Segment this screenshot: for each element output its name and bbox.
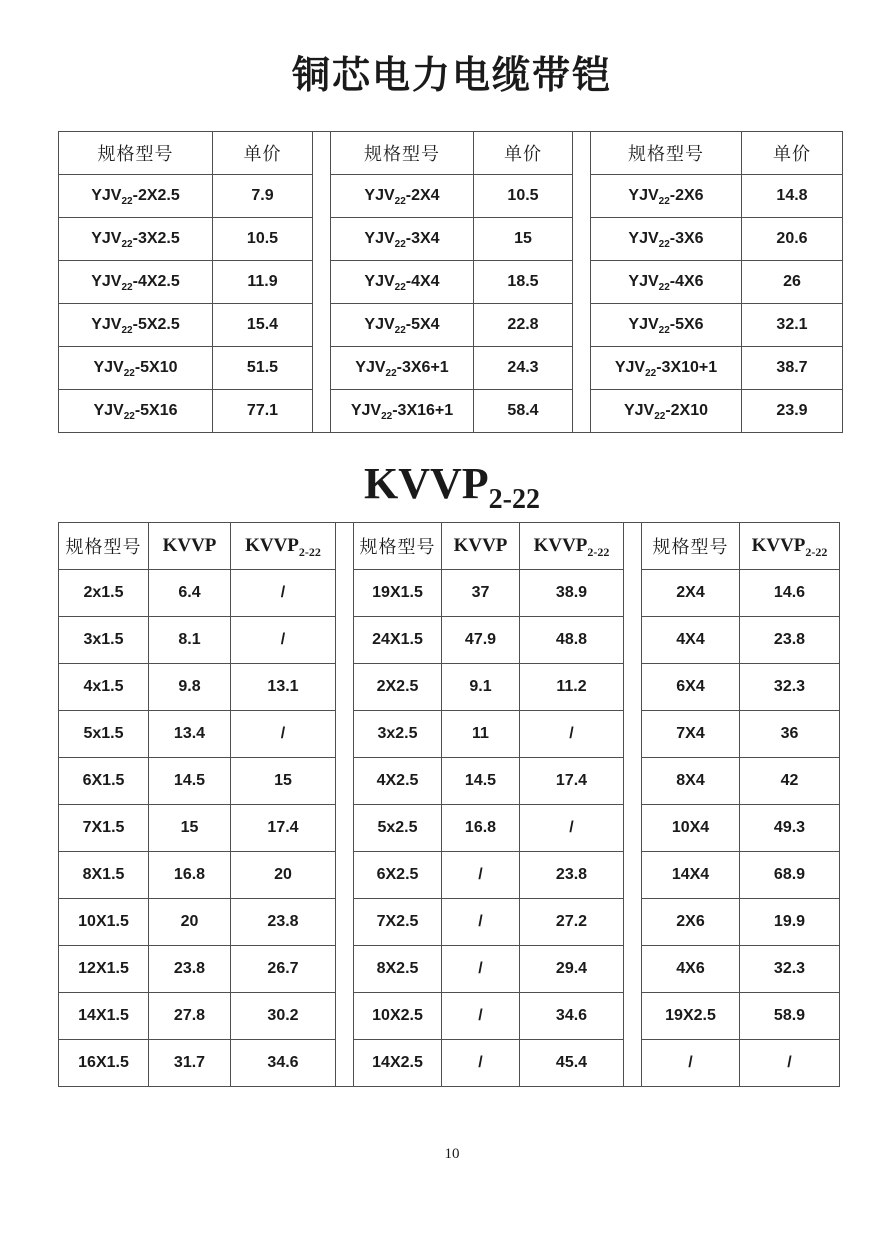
cell-text: 规格型号 [652, 537, 729, 557]
price-cell: 77.1 [213, 390, 313, 433]
price-cell: 34.6 [520, 993, 624, 1040]
cell-text: YJV [91, 230, 122, 247]
column-header [742, 132, 843, 175]
spec-cell: 6X4 [642, 664, 740, 711]
table-row [59, 1040, 336, 1087]
kvvp-title-main: KVVP [364, 459, 489, 508]
column-header [213, 132, 313, 175]
cell-subscript: 22 [645, 368, 657, 380]
cell-text: YJV [614, 359, 646, 376]
price-cell: 23.8 [231, 899, 336, 946]
table-row [331, 175, 573, 218]
armored-price-table-1 [58, 131, 313, 433]
price-cell: / [442, 946, 520, 993]
cell-subscript: 22 [394, 239, 406, 251]
table-row [591, 347, 843, 390]
price-cell: 23.8 [149, 946, 231, 993]
price-cell: 20.6 [742, 218, 843, 261]
cell-text: YJV [364, 187, 395, 204]
table-row [59, 570, 336, 617]
cell-subscript: 22 [394, 196, 406, 208]
spec-cell: 4X4 [642, 617, 740, 664]
header-row [331, 132, 573, 175]
price-cell: 14.5 [149, 758, 231, 805]
table-spacer [336, 522, 353, 1087]
column-header [331, 132, 474, 175]
price-cell: 22.8 [474, 304, 573, 347]
cell-text: -4X6 [669, 273, 704, 290]
spec-cell: / [642, 1040, 740, 1087]
price-cell: 15 [231, 758, 336, 805]
table-row [354, 899, 624, 946]
header-row [354, 523, 624, 570]
price-cell: 15 [149, 805, 231, 852]
price-cell: 13.1 [231, 664, 336, 711]
price-cell: 11 [442, 711, 520, 758]
table-row [59, 347, 313, 390]
price-cell: 37 [442, 570, 520, 617]
price-cell: 31.7 [149, 1040, 231, 1087]
table-row [59, 758, 336, 805]
cell-subscript: 2-22 [298, 544, 321, 559]
table-spacer [624, 522, 641, 1087]
price-cell: 45.4 [520, 1040, 624, 1087]
table-row [331, 218, 573, 261]
table-row [642, 570, 840, 617]
table-row [642, 664, 840, 711]
cell-text: 单价 [243, 144, 282, 164]
spec-cell: 3x1.5 [59, 617, 149, 664]
table-row [59, 218, 313, 261]
table-row [642, 617, 840, 664]
cell-subscript: 2-22 [805, 544, 828, 559]
table-row [642, 805, 840, 852]
cell-text: YJV [364, 273, 395, 290]
spec-cell [331, 304, 474, 347]
spec-cell [331, 175, 474, 218]
cell-subscript: 22 [123, 411, 135, 423]
spec-cell: 6X2.5 [354, 852, 442, 899]
price-cell: 49.3 [740, 805, 840, 852]
cell-text: -3X16+1 [392, 402, 454, 419]
cell-text: KVVP [453, 535, 508, 556]
column-header [474, 132, 573, 175]
page-number: 10 [444, 1146, 460, 1162]
cell-subscript: 22 [394, 325, 406, 337]
spec-cell: 4X6 [642, 946, 740, 993]
column-header [442, 523, 520, 570]
cell-text: -2X10 [665, 402, 709, 419]
cell-text: -2X2.5 [132, 187, 180, 204]
header-row [591, 132, 843, 175]
cell-subscript: 22 [658, 325, 670, 337]
price-cell: / [231, 711, 336, 758]
cell-subscript: 22 [123, 368, 135, 380]
cell-text: 规格型号 [359, 537, 436, 557]
spec-cell: 16X1.5 [59, 1040, 149, 1087]
price-cell: 58.9 [740, 993, 840, 1040]
price-cell: 32.3 [740, 664, 840, 711]
cell-text: YJV [93, 402, 124, 419]
table-row [591, 218, 843, 261]
cell-text: KVVP [245, 535, 299, 556]
price-cell: 27.2 [520, 899, 624, 946]
table-row [59, 899, 336, 946]
table-row [591, 261, 843, 304]
kvvp-price-table-3 [641, 522, 840, 1087]
cell-text: -2X4 [405, 187, 440, 204]
price-cell: 15.4 [213, 304, 313, 347]
price-cell: 51.5 [213, 347, 313, 390]
table-row [354, 570, 624, 617]
price-cell: 8.1 [149, 617, 231, 664]
price-cell: 47.9 [442, 617, 520, 664]
table-row [354, 711, 624, 758]
cell-text: YJV [628, 230, 659, 247]
column-header [59, 132, 213, 175]
kvvp-price-table-group [58, 522, 840, 1087]
spec-cell: 5x2.5 [354, 805, 442, 852]
spec-cell: 2x1.5 [59, 570, 149, 617]
cell-subscript: 22 [381, 411, 393, 423]
spec-cell: 10X4 [642, 805, 740, 852]
cell-text: 规格型号 [628, 144, 704, 164]
spec-cell [59, 304, 213, 347]
spec-cell [591, 390, 742, 433]
table-row [59, 664, 336, 711]
cell-text: -3X6 [669, 230, 704, 247]
cell-text: KVVP [162, 535, 217, 556]
cell-subscript: 2-22 [587, 544, 610, 559]
price-cell: 9.8 [149, 664, 231, 711]
table-row [354, 617, 624, 664]
spec-cell [591, 347, 742, 390]
table-spacer [573, 131, 590, 433]
price-cell: 7.9 [213, 175, 313, 218]
table-row [642, 993, 840, 1040]
armored-price-table-2 [330, 131, 573, 433]
price-cell: 11.2 [520, 664, 624, 711]
price-cell: 14.8 [742, 175, 843, 218]
column-header [354, 523, 442, 570]
table-row [59, 805, 336, 852]
price-cell: 19.9 [740, 899, 840, 946]
table-row [59, 946, 336, 993]
spec-cell: 19X2.5 [642, 993, 740, 1040]
cell-text: -3X4 [405, 230, 440, 247]
price-cell: 14.6 [740, 570, 840, 617]
cell-text: -2X6 [669, 187, 704, 204]
spec-cell: 4X2.5 [354, 758, 442, 805]
price-cell: 20 [149, 899, 231, 946]
cell-subscript: 22 [654, 411, 666, 423]
table-row [354, 664, 624, 711]
price-cell: 48.8 [520, 617, 624, 664]
price-cell: 17.4 [231, 805, 336, 852]
spec-cell [331, 261, 474, 304]
price-cell: 68.9 [740, 852, 840, 899]
cell-text: YJV [364, 230, 395, 247]
price-cell: 20 [231, 852, 336, 899]
price-cell: 16.8 [149, 852, 231, 899]
price-cell: 38.7 [742, 347, 843, 390]
table-row [331, 261, 573, 304]
cell-subscript: 22 [121, 325, 133, 337]
cell-subscript: 22 [121, 282, 133, 294]
cell-subscript: 22 [394, 282, 406, 294]
cell-text: YJV [628, 273, 659, 290]
spec-cell: 5x1.5 [59, 711, 149, 758]
table-row [591, 175, 843, 218]
spec-cell: 14X2.5 [354, 1040, 442, 1087]
cell-text: -5X6 [669, 316, 704, 333]
price-cell: 38.9 [520, 570, 624, 617]
table-row [331, 347, 573, 390]
table-row [59, 261, 313, 304]
table-row [59, 175, 313, 218]
table-row [59, 993, 336, 1040]
table-row [59, 617, 336, 664]
price-cell: 32.3 [740, 946, 840, 993]
cell-subscript: 22 [658, 196, 670, 208]
price-cell: 27.8 [149, 993, 231, 1040]
table-row [354, 805, 624, 852]
spec-cell: 8X1.5 [59, 852, 149, 899]
spec-cell: 8X4 [642, 758, 740, 805]
table-row [642, 758, 840, 805]
spec-cell: 10X1.5 [59, 899, 149, 946]
cell-text: -5X16 [134, 402, 178, 419]
price-cell: 10.5 [474, 175, 573, 218]
spec-cell: 2X2.5 [354, 664, 442, 711]
price-cell: 18.5 [474, 261, 573, 304]
cell-text: -3X2.5 [132, 230, 180, 247]
table-row [354, 758, 624, 805]
column-header [740, 523, 840, 570]
cell-text: 规格型号 [97, 144, 174, 164]
cell-text: YJV [364, 316, 395, 333]
price-cell: 13.4 [149, 711, 231, 758]
table-row [354, 1040, 624, 1087]
table-spacer [313, 131, 330, 433]
price-cell: 32.1 [742, 304, 843, 347]
price-cell: 23.9 [742, 390, 843, 433]
cell-text: 规格型号 [364, 144, 440, 164]
column-header [642, 523, 740, 570]
price-cell: 42 [740, 758, 840, 805]
price-cell: 11.9 [213, 261, 313, 304]
price-cell: / [520, 711, 624, 758]
spec-cell [59, 390, 213, 433]
table-row [354, 946, 624, 993]
price-cell: 26.7 [231, 946, 336, 993]
table-row [354, 852, 624, 899]
cell-text: -5X4 [405, 316, 440, 333]
cell-text: -5X2.5 [132, 316, 180, 333]
price-cell: 29.4 [520, 946, 624, 993]
price-cell: 15 [474, 218, 573, 261]
price-cell: / [442, 899, 520, 946]
column-header [591, 132, 742, 175]
spec-cell [331, 390, 474, 433]
price-cell: / [442, 993, 520, 1040]
cell-text: YJV [93, 359, 124, 376]
cell-subscript: 22 [658, 239, 670, 251]
spec-cell: 7X1.5 [59, 805, 149, 852]
header-row [59, 523, 336, 570]
spec-cell: 7X2.5 [354, 899, 442, 946]
armored-price-table-group [58, 131, 843, 433]
table-row [642, 711, 840, 758]
cell-subscript: 22 [121, 196, 133, 208]
spec-cell [591, 304, 742, 347]
cell-text: -3X10+1 [656, 359, 718, 376]
kvvp-price-table-1 [58, 522, 336, 1087]
spec-cell: 24X1.5 [354, 617, 442, 664]
table-row [354, 993, 624, 1040]
table-row [642, 946, 840, 993]
cell-text: -3X6+1 [396, 359, 449, 376]
cell-text: YJV [91, 316, 122, 333]
table-row [591, 304, 843, 347]
header-row [59, 132, 313, 175]
price-cell: / [442, 1040, 520, 1087]
spec-cell [59, 261, 213, 304]
price-cell: / [231, 570, 336, 617]
spec-cell [331, 218, 474, 261]
price-cell: 26 [742, 261, 843, 304]
spec-cell: 12X1.5 [59, 946, 149, 993]
cell-subscript: 22 [385, 368, 397, 380]
price-cell: 34.6 [231, 1040, 336, 1087]
spec-cell [59, 175, 213, 218]
cell-text: YJV [91, 187, 122, 204]
cell-text: YJV [91, 273, 122, 290]
kvvp-title-subscript: 2-22 [488, 483, 540, 515]
header-row [642, 523, 840, 570]
kvvp-section-title [22, 458, 880, 515]
spec-cell [591, 218, 742, 261]
spec-cell: 7X4 [642, 711, 740, 758]
armored-price-table-3 [590, 131, 843, 433]
price-cell: / [231, 617, 336, 664]
table-row [642, 899, 840, 946]
cell-subscript: 22 [121, 239, 133, 251]
cell-text: YJV [628, 187, 659, 204]
cell-text: YJV [350, 402, 382, 419]
spec-cell: 3x2.5 [354, 711, 442, 758]
cell-text: YJV [623, 402, 655, 419]
table-row [59, 304, 313, 347]
kvvp-price-table-2 [353, 522, 624, 1087]
table-row [59, 852, 336, 899]
spec-cell: 4x1.5 [59, 664, 149, 711]
cell-text: 单价 [773, 144, 811, 164]
cell-text: KVVP [533, 535, 588, 556]
price-cell: 6.4 [149, 570, 231, 617]
spec-cell: 2X4 [642, 570, 740, 617]
price-cell: / [520, 805, 624, 852]
table-row [642, 1040, 840, 1087]
spec-cell: 10X2.5 [354, 993, 442, 1040]
price-cell: / [740, 1040, 840, 1087]
price-cell: 24.3 [474, 347, 573, 390]
cell-subscript: 22 [658, 282, 670, 294]
table-row [59, 390, 313, 433]
column-header [231, 523, 336, 570]
spec-cell: 8X2.5 [354, 946, 442, 993]
column-header [520, 523, 624, 570]
spec-cell: 14X4 [642, 852, 740, 899]
spec-cell [591, 261, 742, 304]
column-header [59, 523, 149, 570]
spec-cell: 6X1.5 [59, 758, 149, 805]
price-cell: 58.4 [474, 390, 573, 433]
price-cell: 30.2 [231, 993, 336, 1040]
table-row [642, 852, 840, 899]
price-cell: 17.4 [520, 758, 624, 805]
price-cell: 16.8 [442, 805, 520, 852]
spec-cell: 14X1.5 [59, 993, 149, 1040]
cell-text: 单价 [504, 144, 542, 164]
cell-text: KVVP [751, 535, 806, 556]
page-title: 铜芯电力电缆带铠 [291, 55, 612, 97]
cell-text: -4X2.5 [132, 273, 180, 290]
price-cell: 23.8 [520, 852, 624, 899]
cell-text: 规格型号 [65, 537, 142, 557]
spec-cell [331, 347, 474, 390]
price-cell: 9.1 [442, 664, 520, 711]
price-cell: 14.5 [442, 758, 520, 805]
spec-cell: 19X1.5 [354, 570, 442, 617]
cell-text: YJV [355, 359, 386, 376]
table-row [591, 390, 843, 433]
cell-text: -5X10 [134, 359, 178, 376]
spec-cell: 2X6 [642, 899, 740, 946]
column-header [149, 523, 231, 570]
table-row [331, 304, 573, 347]
spec-cell [59, 218, 213, 261]
cell-text: YJV [628, 316, 659, 333]
price-cell: 10.5 [213, 218, 313, 261]
price-cell: 36 [740, 711, 840, 758]
table-row [59, 711, 336, 758]
cell-text: -4X4 [405, 273, 440, 290]
table-row [331, 390, 573, 433]
spec-cell [59, 347, 213, 390]
spec-cell [591, 175, 742, 218]
price-cell: 23.8 [740, 617, 840, 664]
price-cell: / [442, 852, 520, 899]
